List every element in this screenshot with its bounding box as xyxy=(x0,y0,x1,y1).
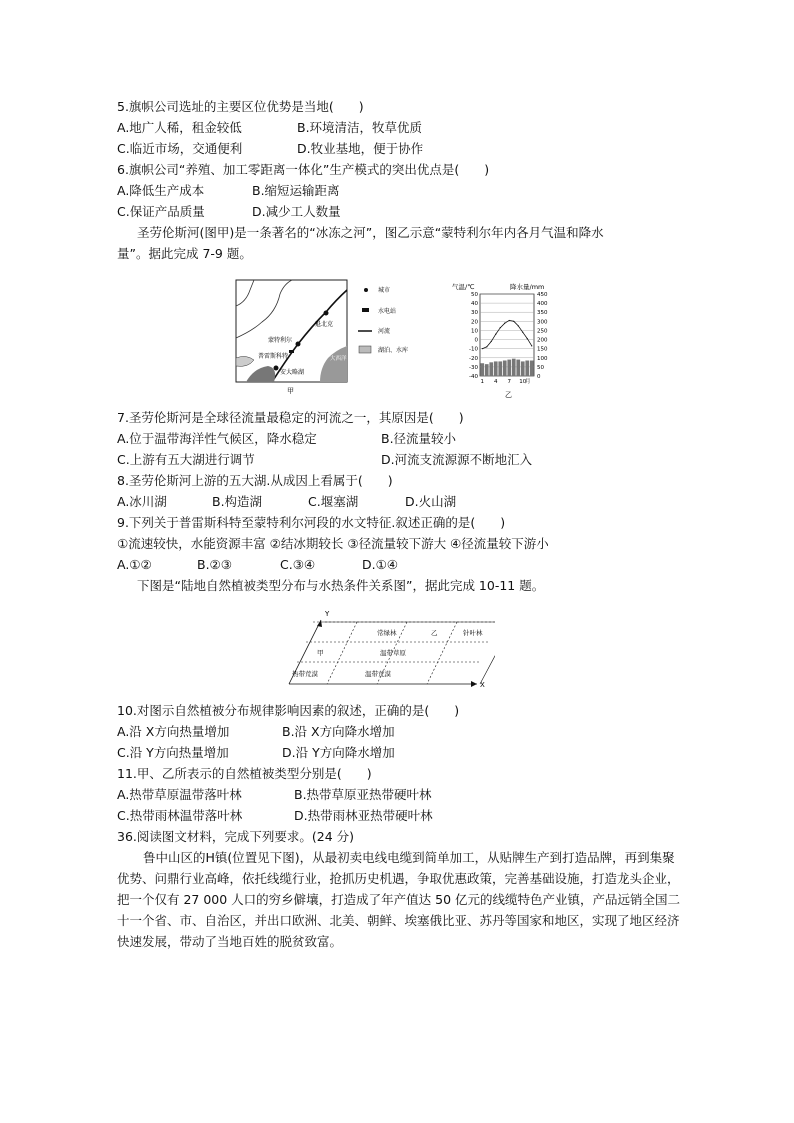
right-tick-label: 100 xyxy=(537,355,548,362)
q9-items: ①流速较快，水能资源丰富 ②结冰期较长 ③径流量较下游大 ④径流量较下游小 xyxy=(117,536,549,551)
precipitation-bar xyxy=(507,360,511,376)
q6-option-a: A.降低生产成本 xyxy=(117,183,205,198)
q10-option-a: A.沿 X方向热量增加 xyxy=(117,724,230,739)
left-tick-label: 50 xyxy=(471,292,478,298)
q9-stem: 9.下列关于普雷斯科特至蒙特利尔河段的水文特征.叙述正确的是( ) xyxy=(117,515,506,530)
q9-option-a: A.①② xyxy=(117,557,152,572)
right-tick-label: 350 xyxy=(537,310,548,317)
left-tick-label: -30 xyxy=(469,364,478,371)
cell-jia: 甲 xyxy=(317,649,324,657)
map-label-quebec: 魁北克 xyxy=(315,321,334,328)
legend-city: 城市 xyxy=(378,287,391,294)
city-marker-prescott xyxy=(274,366,279,371)
left-tick-label: 30 xyxy=(471,310,478,317)
precipitation-bar xyxy=(521,361,525,376)
q5-option-d: D.牧业基地，便于协作 xyxy=(297,141,424,156)
left-tick-label: 10 xyxy=(471,328,478,335)
cell-coniferous: 针叶林 xyxy=(463,629,483,637)
left-tick-label: -10 xyxy=(469,346,478,353)
q5-option-b: B.环境清洁，牧草优质 xyxy=(297,120,423,135)
left-tick-label: -40 xyxy=(469,374,478,380)
q9-option-b: B.②③ xyxy=(197,557,232,572)
map-label-prescott: 普雷斯科特 xyxy=(258,353,289,360)
q6-option-b: B.缩短运输距离 xyxy=(252,183,340,198)
q11-option-c: C.热带雨林温带落叶林 xyxy=(117,808,243,823)
precipitation-bar xyxy=(525,361,529,376)
intro-7-9-line1: 圣劳伦斯河(图甲)是一条著名的“冰冻之河”，图乙示意“蒙特利尔年内各月气温和降水 xyxy=(137,225,604,240)
precipitation-bar xyxy=(489,362,493,376)
x-tick-label: 10 xyxy=(519,379,527,385)
q11-option-b: B.热带草原亚热带硬叶林 xyxy=(294,787,432,802)
q11-stem: 11.甲、乙所表示的自然植被类型分别是( ) xyxy=(117,766,372,781)
precipitation-bar xyxy=(485,364,489,376)
precipitation-bar xyxy=(498,361,502,376)
right-tick-label: 150 xyxy=(537,346,548,353)
city-marker-quebec xyxy=(324,311,329,316)
q36-stem: 36.阅读图文材料，完成下列要求。(24 分) xyxy=(117,829,355,844)
cell-temperate-desert: 温带荒漠 xyxy=(365,670,391,678)
x-tick-label: 1 xyxy=(480,379,484,385)
right-tick-label: 0 xyxy=(537,374,541,380)
legend-river: 河流 xyxy=(378,328,391,335)
x-axis-label: X xyxy=(480,681,485,689)
climate-left-title: 气温/℃ xyxy=(452,283,475,291)
q8-option-d: D.火山湖 xyxy=(405,494,457,509)
q10-stem: 10.对图示自然植被分布规律影响因素的叙述，正确的是( ) xyxy=(117,703,460,718)
map-jia xyxy=(232,276,447,396)
q7-stem: 7.圣劳伦斯河是全球径流量最稳定的河流之一，其原因是( ) xyxy=(117,410,464,425)
x-tick-label: 月 xyxy=(524,379,531,385)
q10-option-c: C.沿 Y方向热量增加 xyxy=(117,745,229,760)
right-tick-label: 50 xyxy=(537,364,544,371)
left-tick-label: 20 xyxy=(471,319,478,326)
climate-chart-yi xyxy=(450,280,575,400)
left-tick-label: -20 xyxy=(469,355,478,362)
cell-temperate-grassland: 温带草原 xyxy=(380,649,406,657)
legend-lake-icon xyxy=(359,346,371,353)
dam-marker xyxy=(289,350,294,353)
precipitation-bar xyxy=(480,363,484,376)
y-arrow-icon xyxy=(317,620,322,627)
cell-yi: 乙 xyxy=(431,629,438,637)
q11-option-a: A.热带草原温带落叶林 xyxy=(117,787,242,802)
right-tick-label: 450 xyxy=(537,292,548,298)
intro-7-9-line2: 量”。据此完成 7-9 题。 xyxy=(117,246,252,261)
map-label-montreal: 蒙特利尔 xyxy=(268,337,293,344)
intro-10-11: 下图是“陆地自然植被类型分布与水热条件关系图”，据此完成 10-11 题。 xyxy=(137,578,545,593)
right-tick-label: 250 xyxy=(537,328,548,335)
precipitation-bar xyxy=(516,360,520,376)
q5-option-c: C.临近市场，交通便利 xyxy=(117,141,243,156)
q6-option-d: D.减少工人数量 xyxy=(252,204,341,219)
q8-option-a: A.冰川湖 xyxy=(117,494,167,509)
q8-option-c: C.堰塞湖 xyxy=(308,494,359,509)
city-marker-montreal xyxy=(296,342,301,347)
vegetation-diagram xyxy=(275,604,495,694)
right-tick-label: 400 xyxy=(537,301,548,308)
precipitation-bar xyxy=(494,361,498,376)
q7-option-c: C.上游有五大湖进行调节 xyxy=(117,452,255,467)
x-tick-label: 4 xyxy=(494,379,498,385)
temperature-line xyxy=(482,320,532,348)
legend-dam: 水电站 xyxy=(378,308,397,315)
left-tick-label: 0 xyxy=(474,337,478,344)
legend-lake: 湖泊、水库 xyxy=(378,347,409,354)
q10-option-b: B.沿 X方向降水增加 xyxy=(282,724,395,739)
q5-stem: 5.旗帜公司选址的主要区位优势是当地( ) xyxy=(117,99,364,114)
q10-option-d: D.沿 Y方向降水增加 xyxy=(282,745,395,760)
climate-caption: 乙 xyxy=(505,391,512,399)
q9-option-c: C.③④ xyxy=(280,557,316,572)
right-tick-label: 200 xyxy=(537,337,548,344)
q36-paragraph: 鲁中山区的H镇(位置见下图)，从最初卖电线电缆到简单加工，从贴牌生产到打造品牌，再到集聚优势、问鼎行业高峰，依托线缆行业，抢抓历史机遇，争取优惠政策，完善基础设施，打造龙头企业，把一个仅有 27 000 人口的穷乡僻壤，打造成了年产值达 50 亿元的线缆特色产业镇，产品远销全国二十一个省、市、自治区，并出口欧洲、北美、朝鲜、埃塞俄比亚、苏丹等国家和地区，实现了地区经济快速发展，带动了当地百姓的脱贫致富。 xyxy=(117,850,681,949)
legend-city-icon xyxy=(364,288,368,292)
precipitation-bar xyxy=(530,361,534,376)
q8-option-b: B.构造湖 xyxy=(212,494,263,509)
x-tick-label: 7 xyxy=(507,379,511,385)
q7-option-d: D.河流支流源源不断地汇入 xyxy=(381,452,533,467)
q7-option-b: B.径流量较小 xyxy=(381,431,457,446)
q8-stem: 8.圣劳伦斯河上游的五大湖.从成因上看属于( ) xyxy=(117,473,393,488)
map-caption: 甲 xyxy=(287,387,294,395)
precipitation-bar xyxy=(503,361,507,376)
precipitation-bar xyxy=(512,359,516,376)
q6-option-c: C.保证产品质量 xyxy=(117,204,205,219)
q7-option-a: A.位于温带海洋性气候区，降水稳定 xyxy=(117,431,317,446)
cell-evergreen: 常绿林 xyxy=(377,629,397,637)
map-label-atlantic: 大西洋 xyxy=(330,356,347,362)
q5-option-a: A.地广人稀，租金较低 xyxy=(117,120,242,135)
legend-dam-icon xyxy=(362,308,369,312)
cell-tropical-desert: 热带荒漠 xyxy=(292,670,318,678)
map-label-lake-ontario: 安大略湖 xyxy=(280,369,305,376)
right-tick-label: 300 xyxy=(537,319,548,326)
climate-right-title: 降水量/mm xyxy=(510,283,545,291)
q9-option-d: D.①④ xyxy=(362,557,399,572)
q11-option-d: D.热带雨林亚热带硬叶林 xyxy=(294,808,433,823)
x-arrow-icon xyxy=(471,681,477,687)
y-axis-label: Y xyxy=(325,610,330,618)
left-tick-label: 40 xyxy=(471,301,478,308)
q6-stem: 6.旗帜公司“养殖、加工零距离一体化”生产模式的突出优点是( ) xyxy=(117,162,490,177)
